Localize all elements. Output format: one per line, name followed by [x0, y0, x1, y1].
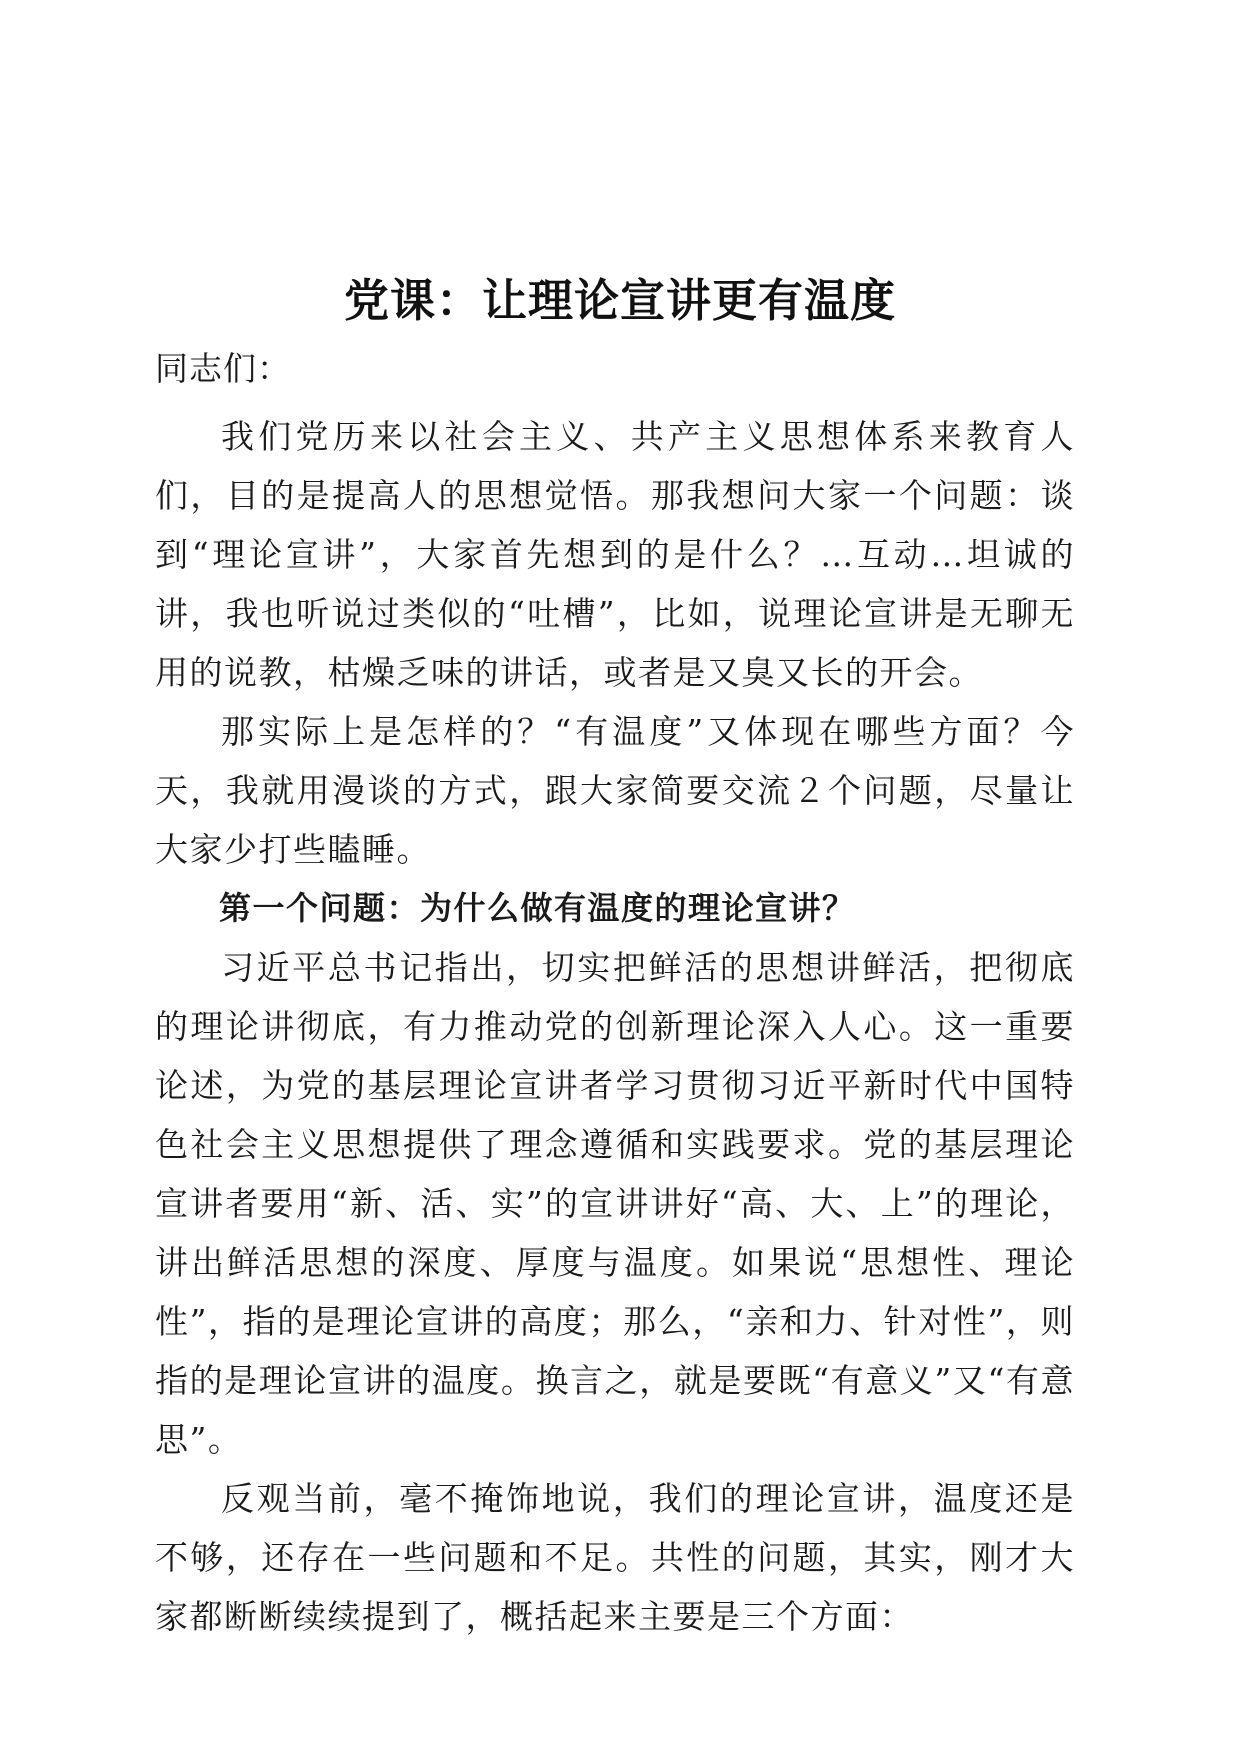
greeting: 同志们：	[155, 349, 291, 388]
paragraph-overview: 那实际上是怎样的？“有温度”又体现在哪些方面？今天，我就用漫谈的方式，跟大家简要交流２个问题，尽量让大家少打些瞌睡。	[155, 712, 1075, 869]
paragraph-section-1: 习近平总书记指出，切实把鲜活的思想讲鲜活，把彻底的理论讲彻底，有力推动党的创新理论深入人心。这一重要论述，为党的基层理论宣讲者学习贯彻习近平新时代中国特色社会主义思想提供了理念遵循和实践要求。党的基层理论宣讲者要用“新、活、实”的宣讲讲好“高、大、上”的理论，讲出鲜活思想的深度、厚度与温度。如果说“思想性、理论性”，指的是理论宣讲的高度；那么，“亲和力、针对性”，则指的是理论宣讲的温度。换言之，就是要既“有意义”又“有意思”。	[155, 948, 1075, 1459]
document-body	[155, 348, 1075, 1646]
section-heading: 第一个问题：为什么做有温度的理论宣讲？	[219, 889, 856, 927]
paragraph-section-2: 反观当前，毫不掩饰地说，我们的理论宣讲，温度还是不够，还存在一些问题和不足。共性的问题，其实，刚才大家都断断续续提到了，概括起来主要是三个方面：	[155, 1479, 1075, 1636]
document-title: 党课：让理论宣讲更有温度	[343, 274, 896, 328]
paragraph-intro: 我们党历来以社会主义、共产主义思想体系来教育人们，目的是提高人的思想觉悟。那我想问大家一个问题：谈到“理论宣讲”，大家首先想到的是什么？…互动…坦诚的讲，我也听说过类似的“吐槽”，比如，说理论宣讲是无聊无用的说教，枯燥乏味的讲话，或者是又臭又长的开会。	[155, 417, 1075, 692]
